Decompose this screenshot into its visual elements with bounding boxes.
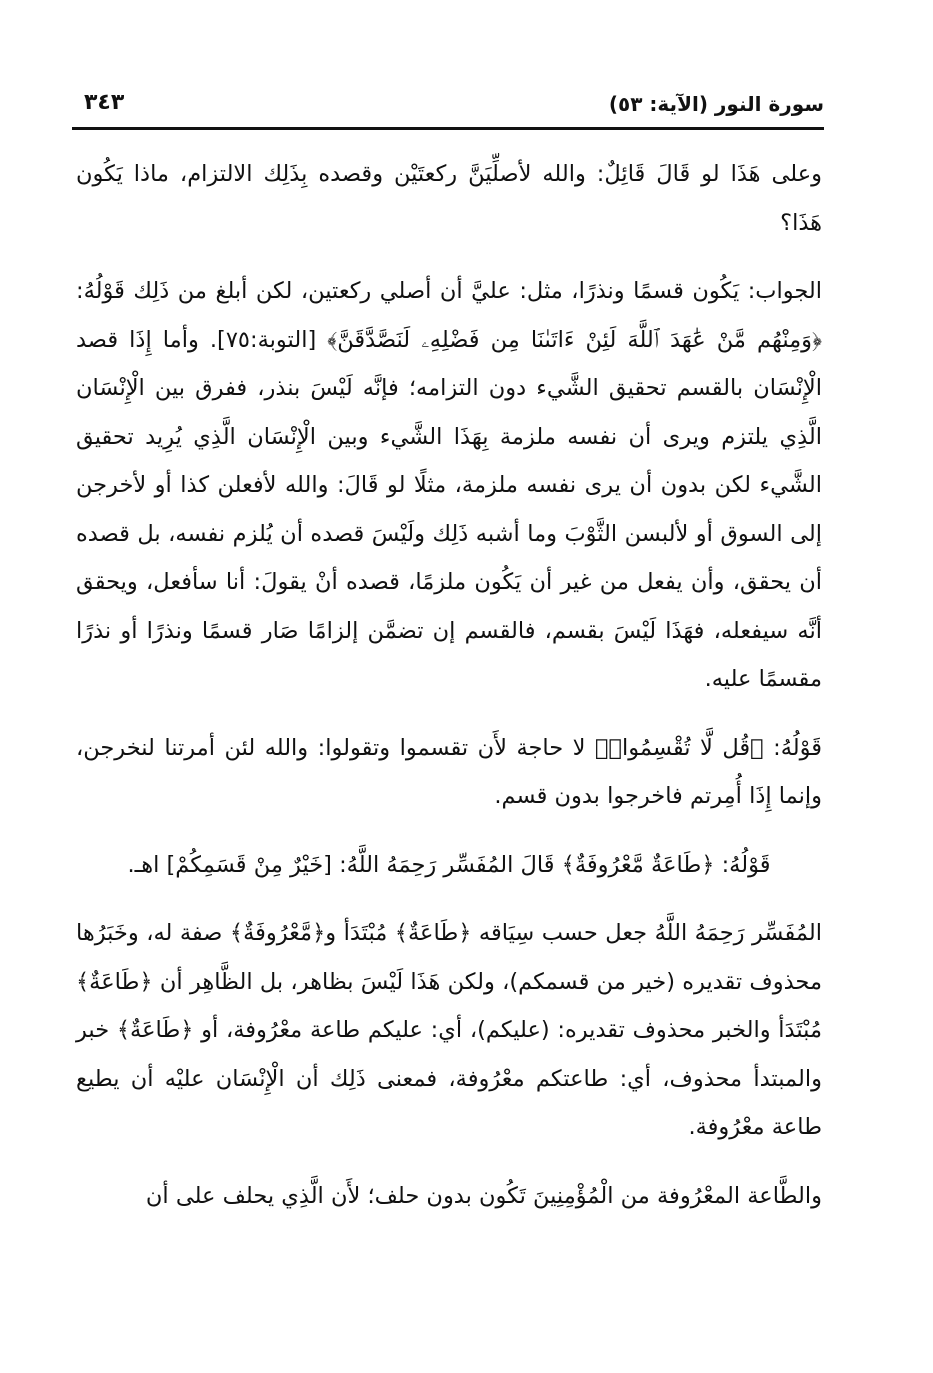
surah-title: سورة النور (الآية: ٥٣) [608, 92, 824, 116]
paragraph-continued: والطَّاعة المعْرُوفة من الْمُؤْمِنِينَ تَكُون بدون حلف؛ لأَن الَّذِي يحلف على أن [145, 1182, 822, 1209]
page-body [76, 150, 822, 1240]
paragraph-answer: الجواب: يَكُون قسمًا ونذرًا، مثل: عليَّ أن أصلي ركعتين، لكن أبلغ من ذَلِك قَوْلُهُ: ﴿وَمِنْهُم مَّنْ عَٰهَدَ ٱللَّهَ لَئِنْ ءَاتَىٰنَا مِن فَضْلِهِۦ لَنَصَّدَّقَنَّ﴾ [التوبة:٧٥]. وأما إِذَا قصد الْإِنْسَان بالقسم تحقيق الشَّيء دون التزامه؛ فإنَّه لَيْسَ بنذر، ففرق بين الْإِنْسَان الَّذِي يلتزم ويرى أن نفسه ملزمة بِهَذَا الشَّيء وبين الْإِنْسَان الَّذِي يُرِيد تحقيق الشَّيء لكن بدون أن يرى نفسه ملزمة، مثلًا لو قَالَ: والله لأفعلن كذا أو لأخرجن إلى السوق أو لألبسن الثَّوْبَ وما أشبه ذَلِك ولَيْسَ قصده أن يُلزم نفسه، بل قصده أن يحقق، وأن يفعل من غير أن يَكُون ملزمًا، قصده أنْ يقولَ: أنا سأفعل، ويحقق أنَّه سيفعله، فهَذَا لَيْسَ بقسم، فالقسم إن تضمَّن إلزامًا صَار قسمًا ونذرًا أو نذرًا مقسمًا عليه. [76, 278, 823, 692]
paragraph-commentary: المُفَسِّر رَحِمَهُ اللَّهُ جعل حسب سِيَاقه ﴿طَاعَةٌ﴾ مُبْتَدَأ و﴿مَّعْرُوفَةٌ﴾ صفة له، وخَبَرُها محذوف تقديره (خير من قسمكم)، ولكن هَذَا لَيْسَ بظاهر، بل الظَّاهِر أن ﴿طَاعَةٌ﴾ مُبْتَدَأ والخبر محذوف تقديره: (عليكم)، أي: عليكم طاعة معْرُوفة، أو ﴿طَاعَةٌ﴾ خبر والمبتدأ محذوف، أي: طاعتكم معْرُوفة، فمعنى ذَلِك أن الْإِنْسَان عليْه أن يطيع طاعة معْرُوفة. [76, 920, 822, 1140]
paragraph-question: وعلى هَذَا لو قَالَ قَائِلٌ: والله لأصلِّيَنَّ ركعتَيْن وقصده بِذَلِك الالتزام، ماذا يَكُون هَذَا؟ [76, 161, 822, 236]
page-header [72, 88, 824, 128]
paragraph-known-obedience: قَوْلُهُ: ﴿طَاعَةٌ مَّعْرُوفَةٌ﴾ قَالَ المُفَسِّر رَحِمَهُ اللَّهُ: [خَيْرٌ مِنْ قَسَمِكُمْ] اهـ. [127, 851, 771, 878]
header-divider [72, 127, 824, 130]
paragraph-do-not-swear: قَوْلُهُ: ﴿قُل لَّا تُقْسِمُوا۟﴾ لا حاجة لأَن تقسموا وتقولوا: والله لئن أمرتنا لنخرجن، وإنما إِذَا أُمِرتم فاخرجوا بدون قسم. [76, 734, 822, 809]
page-number: ٣٤٣ [84, 90, 125, 115]
